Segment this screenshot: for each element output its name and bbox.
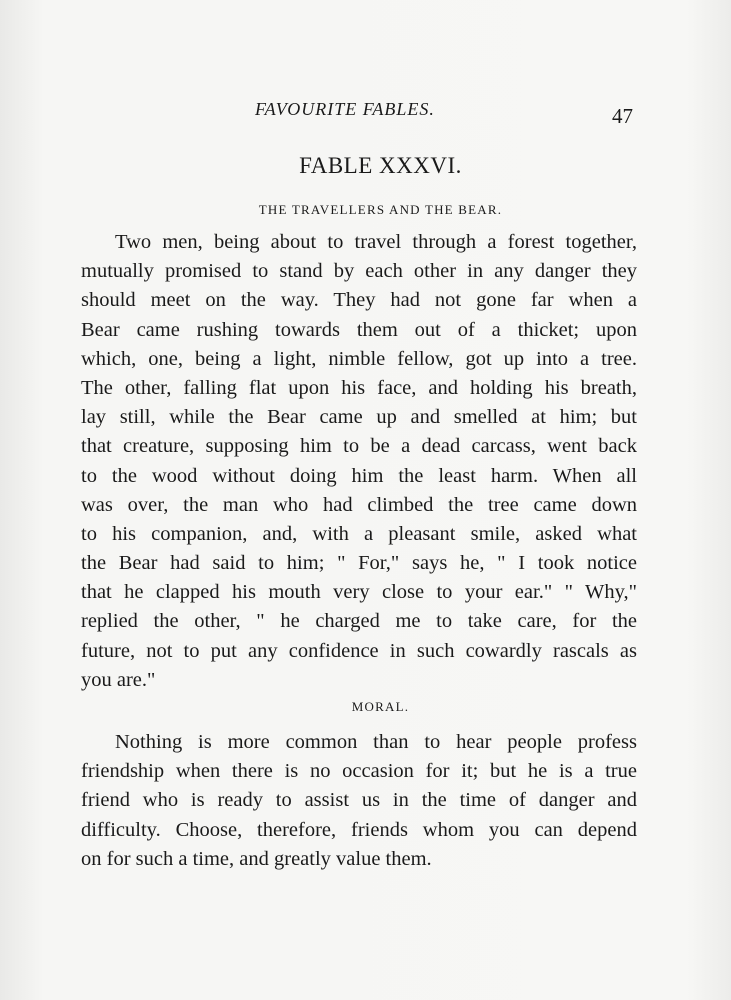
moral-line: on for such a time, and greatly value them. [81, 847, 432, 870]
story-line: mutually promised to stand by each other in any danger they [81, 260, 637, 283]
moral-paragraph [81, 728, 637, 874]
fable-title: FABLE XXXVI. [299, 153, 462, 178]
story-line: Bear came rushing towards them out of a thicket; upon [81, 318, 637, 341]
story-line: you are." [81, 668, 156, 691]
story-line: the Bear had said to him; " For," says he, " I took notice [81, 552, 637, 575]
moral-line: friend who is ready to assist us in the time of danger and [81, 789, 637, 812]
story-line: that creature, supposing him to be a dead carcass, went back [81, 435, 637, 458]
fable-subtitle: THE TRAVELLERS AND THE BEAR. [258, 202, 503, 217]
story-line: Two men, being about to travel through a forest together, [115, 231, 637, 253]
moral-line: Nothing is more common than to hear people profess [115, 731, 637, 753]
running-header [0, 99, 731, 129]
moral-heading: MORAL. [351, 699, 410, 714]
story-paragraph [81, 228, 637, 695]
story-line: lay still, while the Bear came up and smelled at him; but [81, 406, 637, 429]
story-line: that he clapped his mouth very close to your ear." " Why," [81, 581, 637, 604]
story-line: which, one, being a light, nimble fellow, got up into a tree. [81, 347, 637, 370]
moral-line: friendship when there is no occasion for it; but he is a true [81, 760, 637, 783]
page-number: 47 [612, 104, 633, 128]
story-line: should meet on the way. They had not gone far when a [81, 289, 637, 312]
running-title: FAVOURITE FABLES. [255, 99, 435, 119]
moral-line: difficulty. Choose, therefore, friends whom you can depend [81, 818, 637, 841]
story-line: The other, falling flat upon his face, and holding his breath, [81, 376, 637, 399]
story-line: was over, the man who had climbed the tree came down [81, 493, 637, 516]
story-line: to the wood without doing him the least harm. When all [81, 464, 637, 487]
story-line: replied the other, " he charged me to take care, for the [81, 610, 637, 633]
story-line: to his companion, and, with a pleasant smile, asked what [81, 522, 637, 545]
story-line: future, not to put any confidence in such cowardly rascals as [81, 639, 637, 662]
